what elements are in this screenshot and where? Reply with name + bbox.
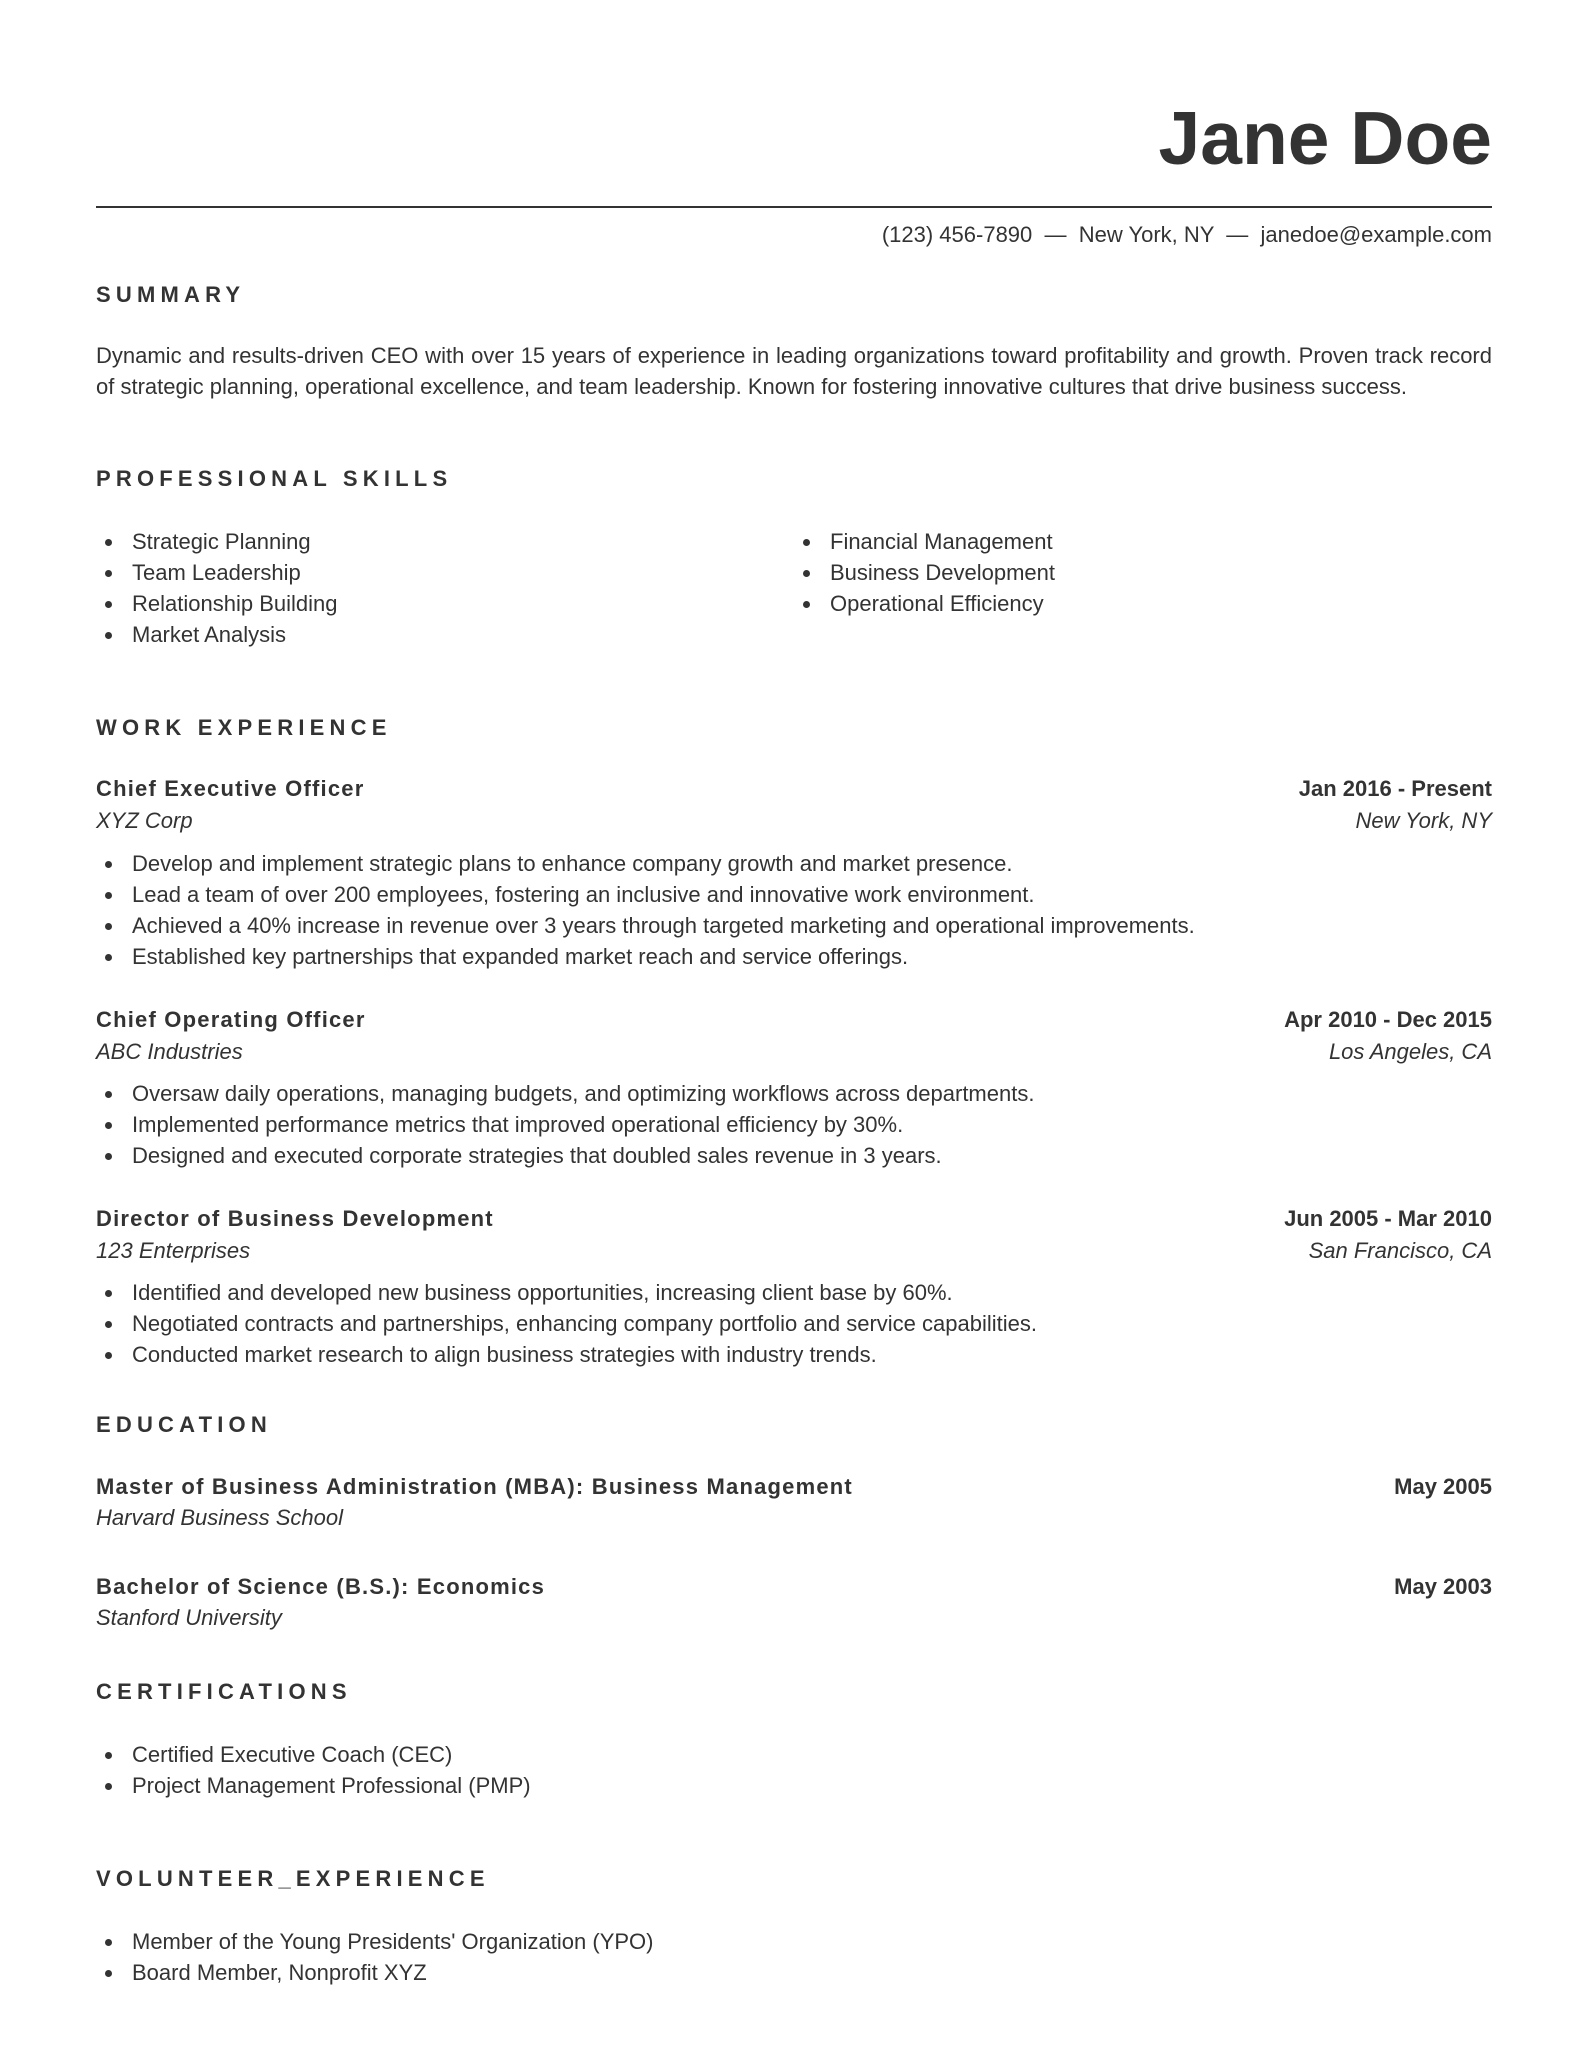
bullet-icon	[105, 539, 112, 546]
bullet-icon	[803, 601, 810, 608]
contact-separator: —	[1214, 222, 1261, 247]
bullet-icon	[105, 892, 112, 899]
bullet-text: Implemented performance metrics that improved operational efficiency by 30%.	[132, 1112, 904, 1137]
job-company: ABC Industries	[96, 1039, 243, 1064]
bullet-icon	[105, 954, 112, 961]
job-title: Chief Executive Officer	[96, 776, 365, 801]
skill-label: Market Analysis	[132, 622, 287, 647]
education-header	[96, 1471, 1492, 1502]
job-bullet	[96, 1339, 1492, 1370]
job-bullet	[96, 848, 1492, 879]
header-divider	[96, 206, 1492, 208]
skill-item	[794, 526, 1492, 557]
volunteer-item	[96, 1957, 1492, 1988]
job-header	[96, 773, 1492, 804]
job-subheader	[96, 1036, 1492, 1067]
section-heading-skills: PROFESSIONAL SKILLS	[96, 466, 453, 491]
job-subheader	[96, 1235, 1492, 1266]
job-dates: Apr 2010 - Dec 2015	[1284, 1007, 1492, 1032]
bullet-icon	[803, 570, 810, 577]
contact-line	[96, 219, 1492, 250]
degree: Master of Business Administration (MBA): Business Management	[96, 1474, 853, 1499]
skill-label: Relationship Building	[132, 591, 338, 616]
job-entry	[96, 773, 1492, 972]
skill-item	[794, 588, 1492, 619]
job-entry	[96, 1203, 1492, 1370]
certification-item	[96, 1739, 1492, 1770]
job-entry	[96, 1004, 1492, 1171]
summary-text: Dynamic and results-driven CEO with over 15 years of experience in leading organizations toward profitability and growth. Proven track record of strategic planning, operational excellence, and team leadership. Known for fostering innovative cultures that drive business success.	[96, 343, 1492, 399]
bullet-icon	[803, 539, 810, 546]
job-title: Chief Operating Officer	[96, 1007, 366, 1032]
job-location: San Francisco, CA	[1308, 1238, 1492, 1263]
bullet-icon	[105, 632, 112, 639]
bullet-icon	[105, 1153, 112, 1160]
bullet-icon	[105, 601, 112, 608]
bullet-icon	[105, 1290, 112, 1297]
bullet-icon	[105, 923, 112, 930]
job-bullet	[96, 1277, 1492, 1308]
skills-column-2	[794, 526, 1492, 650]
skills-column-1	[96, 526, 794, 650]
certifications-list	[96, 1739, 1492, 1801]
bullet-icon	[105, 1970, 112, 1977]
bullet-text: Identified and developed new business opportunities, increasing client base by 60%.	[132, 1280, 953, 1305]
bullet-text: Achieved a 40% increase in revenue over 3 years through targeted marketing and operational improvements.	[132, 913, 1195, 938]
bullet-icon	[105, 570, 112, 577]
certification-label: Certified Executive Coach (CEC)	[132, 1742, 453, 1767]
job-company: XYZ Corp	[96, 808, 193, 833]
job-bullets	[96, 1078, 1492, 1171]
job-company: 123 Enterprises	[96, 1238, 251, 1263]
job-bullet	[96, 1078, 1492, 1109]
section-heading-experience: WORK EXPERIENCE	[96, 715, 392, 740]
contact-email: janedoe@example.com	[1260, 222, 1492, 247]
skill-label: Operational Efficiency	[830, 591, 1044, 616]
job-dates: Jan 2016 - Present	[1298, 776, 1492, 801]
contact-separator: —	[1032, 222, 1079, 247]
bullet-text: Designed and executed corporate strategies that doubled sales revenue in 3 years.	[132, 1143, 942, 1168]
job-bullet	[96, 879, 1492, 910]
job-header	[96, 1203, 1492, 1234]
bullet-text: Conducted market research to align business strategies with industry trends.	[132, 1342, 877, 1367]
bullet-text: Develop and implement strategic plans to enhance company growth and market presence.	[132, 851, 1013, 876]
bullet-icon	[105, 1783, 112, 1790]
bullet-icon	[105, 1939, 112, 1946]
skill-item	[96, 588, 794, 619]
graduation-date: May 2003	[1394, 1574, 1492, 1599]
bullet-text: Negotiated contracts and partnerships, enhancing company portfolio and service capabilities.	[132, 1311, 1037, 1336]
bullet-text: Oversaw daily operations, managing budgets, and optimizing workflows across departments.	[132, 1081, 1035, 1106]
job-bullet	[96, 1109, 1492, 1140]
section-heading-summary: SUMMARY	[96, 282, 246, 307]
skill-item	[96, 619, 794, 650]
bullet-text: Lead a team of over 200 employees, fostering an inclusive and innovative work environment.	[132, 882, 1035, 907]
job-subheader	[96, 805, 1492, 836]
skill-label: Team Leadership	[132, 560, 301, 585]
job-bullet	[96, 910, 1492, 941]
bullet-text: Established key partnerships that expanded market reach and service offerings.	[132, 944, 909, 969]
education-header	[96, 1571, 1492, 1602]
job-bullet	[96, 941, 1492, 972]
section-heading-certifications: CERTIFICATIONS	[96, 1679, 352, 1704]
volunteer-label: Board Member, Nonprofit XYZ	[132, 1960, 427, 1985]
bullet-icon	[105, 1091, 112, 1098]
section-heading-education: EDUCATION	[96, 1412, 272, 1437]
contact-location: New York, NY	[1078, 222, 1215, 247]
education-entry	[96, 1471, 1492, 1533]
job-header	[96, 1004, 1492, 1035]
volunteer-label: Member of the Young Presidents' Organization (YPO)	[132, 1929, 654, 1954]
certification-item	[96, 1770, 1492, 1801]
job-location: New York, NY	[1355, 808, 1492, 833]
job-location: Los Angeles, CA	[1328, 1039, 1492, 1064]
bullet-icon	[105, 1122, 112, 1129]
school: Stanford University	[96, 1605, 282, 1630]
job-bullets	[96, 1277, 1492, 1370]
contact-phone: (123) 456-7890	[881, 222, 1033, 247]
certification-label: Project Management Professional (PMP)	[132, 1773, 531, 1798]
resume-name: Jane Doe	[1158, 96, 1492, 180]
volunteer-item	[96, 1926, 1492, 1957]
job-dates: Jun 2005 - Mar 2010	[1284, 1206, 1492, 1231]
skill-label: Strategic Planning	[132, 529, 311, 554]
job-bullet	[96, 1140, 1492, 1171]
skill-item	[794, 557, 1492, 588]
skills-grid	[96, 526, 1492, 650]
bullet-icon	[105, 861, 112, 868]
bullet-icon	[105, 1352, 112, 1359]
skill-label: Business Development	[830, 560, 1056, 585]
skill-item	[96, 557, 794, 588]
graduation-date: May 2005	[1394, 1474, 1492, 1499]
skill-label: Financial Management	[830, 529, 1053, 554]
job-bullet	[96, 1308, 1492, 1339]
degree: Bachelor of Science (B.S.): Economics	[96, 1574, 546, 1599]
education-entry	[96, 1571, 1492, 1633]
job-bullets	[96, 848, 1492, 972]
skill-item	[96, 526, 794, 557]
job-title: Director of Business Development	[96, 1206, 494, 1231]
volunteer-list	[96, 1926, 1492, 1988]
bullet-icon	[105, 1752, 112, 1759]
school: Harvard Business School	[96, 1505, 344, 1530]
section-heading-volunteer: VOLUNTEER_EXPERIENCE	[96, 1866, 490, 1891]
bullet-icon	[105, 1321, 112, 1328]
